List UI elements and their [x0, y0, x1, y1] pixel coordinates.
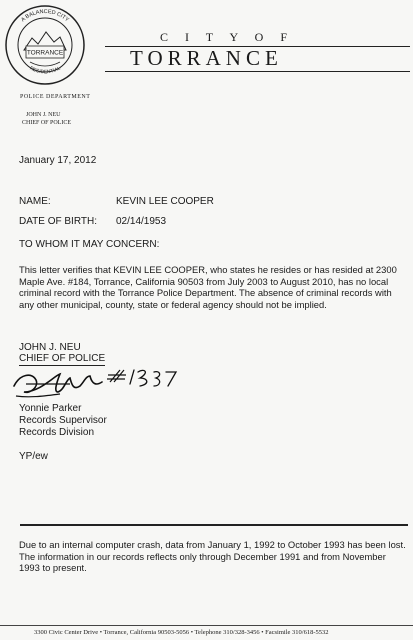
letterhead-rule-bottom	[105, 71, 410, 72]
letter-body: This letter verifies that KEVIN LEE COOPER, who states he resides or has resided at 2300 Maple Ave. #184, Torrance, California 90503 from July 2003 to August 2010, has no local criminal record with the Torrance Police Department. The absence of criminal records with any other municipal, county, state or federal agency should not be implied.	[19, 264, 397, 310]
salutation: TO WHOM IT MAY CONCERN:	[19, 239, 160, 250]
footer-rule	[20, 524, 408, 526]
signer-division: Records Division	[19, 427, 95, 438]
address-line: 3300 Civic Center Drive • Torrance, California 90503-5056 • Telephone 310/328-3456 • Facsimile 310/618-5532	[34, 629, 329, 636]
name-label: NAME:	[19, 196, 51, 207]
city-seal-logo	[4, 4, 86, 86]
city-name-heading: TORRANCE	[130, 46, 283, 70]
svg-text:TORRANCE: TORRANCE	[26, 49, 64, 57]
letter-date: January 17, 2012	[19, 155, 97, 166]
closing-name: JOHN J. NEU	[19, 342, 81, 353]
dob-label: DATE OF BIRTH:	[19, 216, 97, 227]
signer-name: Yonnie Parker	[19, 403, 82, 414]
svg-text:RESIDENTIAL: RESIDENTIAL	[28, 65, 62, 76]
svg-text:A BALANCED CITY: A BALANCED CITY	[20, 8, 70, 24]
address-rule	[0, 625, 413, 626]
city-of-label: C I T Y O F	[160, 30, 295, 44]
signer-title: Records Supervisor	[19, 415, 107, 426]
dob-value: 02/14/1953	[116, 216, 167, 227]
handwritten-signature	[10, 362, 180, 404]
chief-title-header: CHIEF OF POLICE	[22, 120, 72, 126]
footer-note: Due to an internal computer crash, data from January 1, 1992 to October 1993 has been lost. The information in our records reflects only through December 1991 and from November 1993 to present.	[19, 539, 406, 573]
department-label: POLICE DEPARTMENT	[20, 94, 91, 100]
typist-initials: YP/ew	[19, 451, 48, 462]
chief-name-header: JOHN J. NEU	[26, 112, 61, 118]
closing-title: CHIEF OF POLICE	[19, 353, 106, 364]
name-value: KEVIN LEE COOPER	[116, 196, 214, 207]
